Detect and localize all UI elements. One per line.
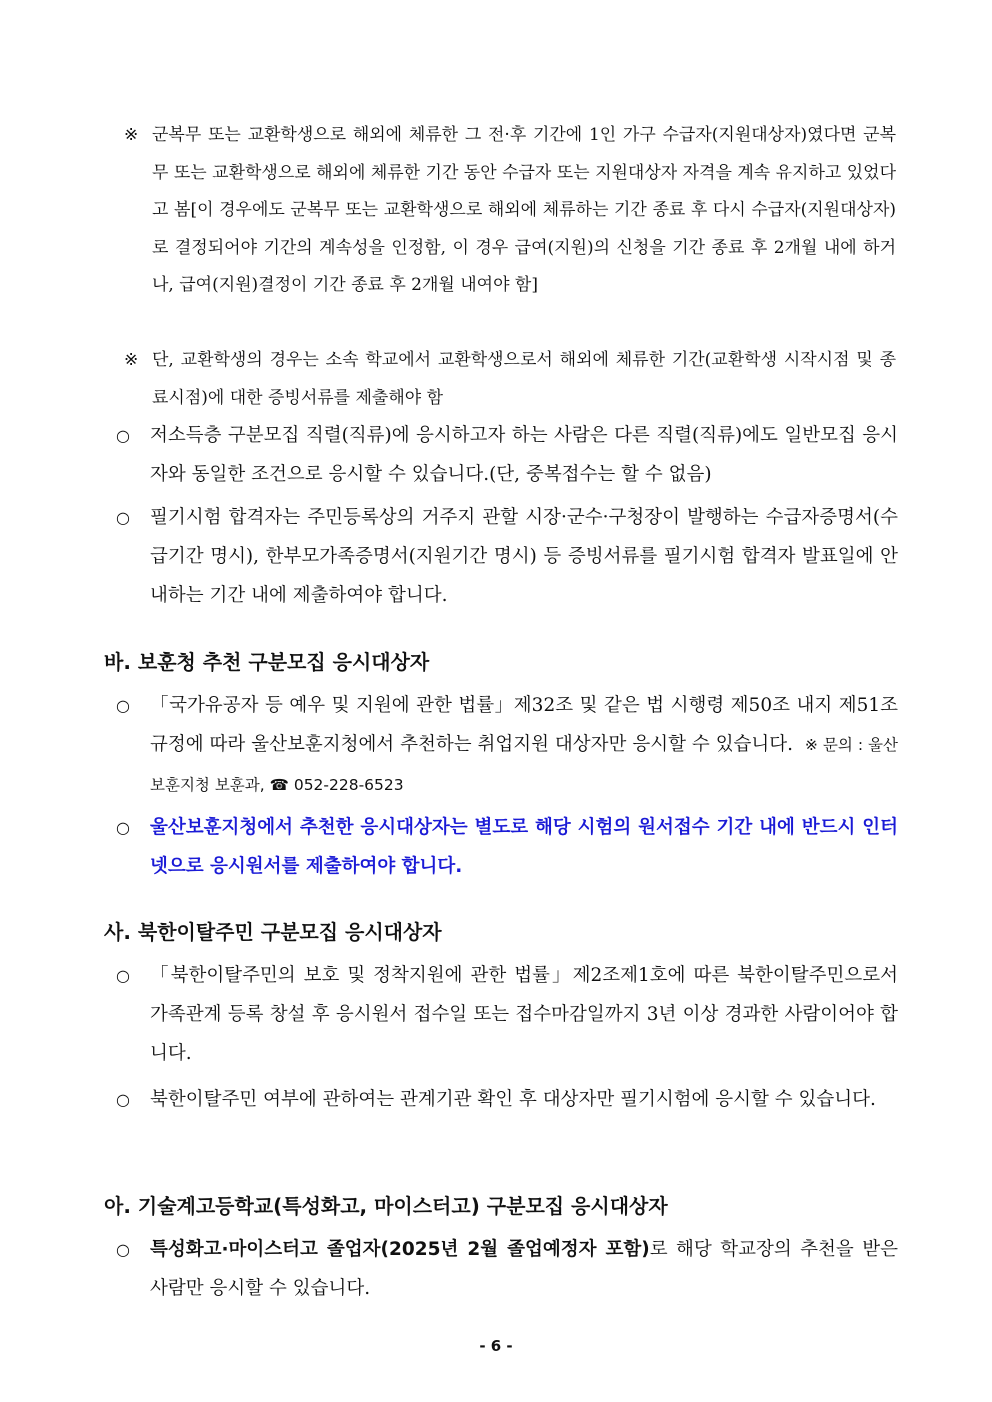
circle-bullet-icon: ○: [116, 966, 130, 985]
section-heading-a: 아. 기술계고등학교(특성화고, 마이스터고) 구분모집 응시대상자: [104, 1194, 668, 1218]
item-text: [150, 1230, 898, 1308]
note-exchange-student: [124, 342, 896, 417]
section-heading-sa: 사. 북한이탈주민 구분모집 응시대상자: [104, 920, 442, 944]
item-text: 저소득층 구분모집 직렬(직류)에 응시하고자 하는 사람은 다른 직렬(직류)에도 일반모집 응시자와 동일한 조건으로 응시할 수 있습니다.(단, 중복접수는 할 수 없음): [150, 425, 898, 485]
item-defector-verification: [116, 1080, 898, 1119]
item-defector-eligibility: [116, 956, 898, 1073]
circle-bullet-icon: ○: [116, 1240, 130, 1259]
circle-bullet-icon: ○: [116, 426, 130, 445]
item-veterans-eligibility: [116, 686, 898, 805]
item-low-income-documents: [116, 498, 898, 615]
circle-bullet-icon: ○: [116, 1090, 130, 1109]
contact-info: ※ 문의 : 울산보훈지청 보훈과, ☎ 052-228-6523: [150, 736, 898, 794]
note-text: 단, 교환학생의 경우는 소속 학교에서 교환학생으로서 해외에 체류한 기간(교환학생 시작시점 및 종료시점)에 대한 증빙서류를 제출해야 함: [152, 350, 896, 408]
page-number: - 6 -: [479, 1337, 513, 1355]
item-low-income-dual-apply: [116, 416, 898, 494]
item-text-bold: 특성화고·마이스터고 졸업자(2025년 2월 졸업예정자 포함): [150, 1239, 650, 1260]
item-text-highlight: 울산보훈지청에서 추천한 응시대상자는 별도로 해당 시험의 원서접수 기간 내에 반드시 인터넷으로 응시원서를 제출하여야 합니다.: [150, 817, 898, 877]
item-text-rest: 로 해당 학교장의 추천을 받은 사람만 응시할 수 있습니다.: [150, 1239, 898, 1299]
circle-bullet-icon: ○: [116, 818, 130, 837]
item-text: 북한이탈주민 여부에 관하여는 관계기관 확인 후 대상자만 필기시험에 응시할 수 있습니다.: [150, 1089, 876, 1110]
item-technical-school: [116, 1230, 898, 1308]
note-military-exchange: [124, 117, 896, 305]
section-heading-ba: 바. 보훈청 추천 구분모집 응시대상자: [104, 650, 430, 674]
reference-mark: ※: [124, 125, 139, 145]
reference-mark: ※: [124, 350, 139, 370]
circle-bullet-icon: ○: [116, 696, 130, 715]
note-text: 군복무 또는 교환학생으로 해외에 체류한 그 전·후 기간에 1인 가구 수급자(지원대상자)였다면 군복무 또는 교환학생으로 해외에 체류한 기간 동안 수급자 또는 지원대상자 자격을 계속 유지하고 있었다고 봄[이 경우에도 군복무 또는 교환학생으로 해외에 체류하는 기간 종료 후 다시 수급자(지원대상자)로 결정되어야 기간의 계속성을 인정함, 이 경우 급여(지원)의 신청을 기간 종료 후 2개월 내에 하거나, 급여(지원)결정이 기간 종료 후 2개월 내여야 함]: [152, 125, 896, 295]
item-veterans-online-apply: [116, 808, 898, 886]
circle-bullet-icon: ○: [116, 508, 130, 527]
item-text-main: 「국가유공자 등 예우 및 지원에 관한 법률」제32조 및 같은 법 시행령 제50조 내지 제51조 규정에 따라 울산보훈지청에서 추천하는 취업지원 대상자만 응시할 수 있습니다.: [150, 695, 898, 755]
item-text: [150, 686, 898, 805]
item-text: 「북한이탈주민의 보호 및 정착지원에 관한 법률」제2조제1호에 따른 북한이탈주민으로서 가족관계 등록 창설 후 응시원서 접수일 또는 접수마감일까지 3년 이상 경과한 사람이어야 합니다.: [150, 965, 898, 1064]
item-text: 필기시험 합격자는 주민등록상의 거주지 관할 시장·군수·구청장이 발행하는 수급자증명서(수급기간 명시), 한부모가족증명서(지원기간 명시) 등 증빙서류를 필기시험 합격자 발표일에 안내하는 기간 내에 제출하여야 합니다.: [150, 507, 898, 606]
